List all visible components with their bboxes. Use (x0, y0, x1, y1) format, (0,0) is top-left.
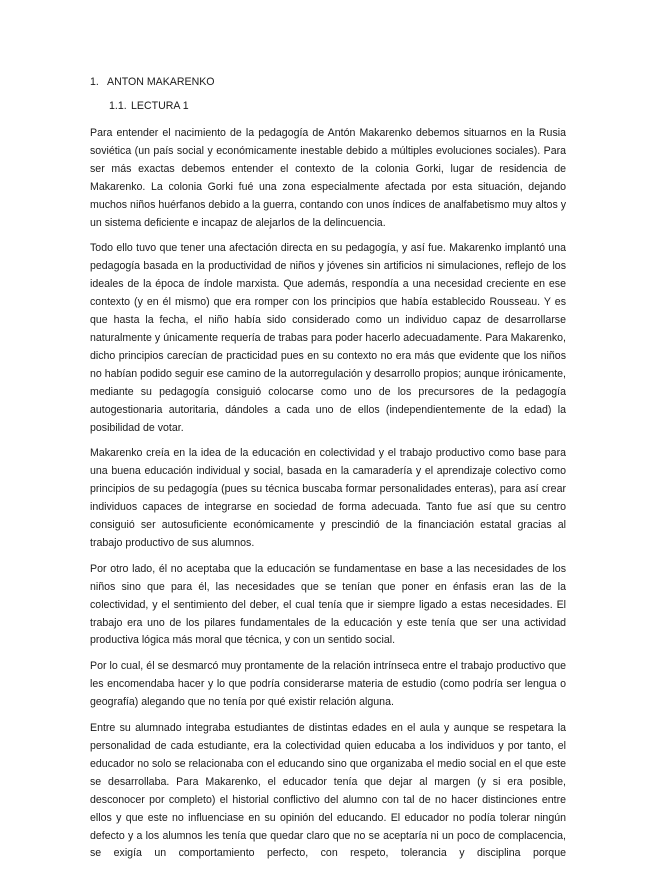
document-body (90, 74, 566, 871)
paragraph: Entre su alumnado integraba estudiantes de distintas edades en el aula y aunque se respetara la personalidad de cada estudiante, era la colectividad quien educaba a los individuos y por tanto, el educador no solo se relacionaba con el educando sino que organizaba el medio social en el que este se desarrollaba. Para Makarenko, el educador tenía que dejar al margen (y si era posible, desconocer por completo) el historial conflictivo del alumno con tal de no hacer distinciones entre ellos y que este no influenciase en su opinión del educando. El educador no podía tolerar ningún defecto y a los alumnos les tenía que quedar claro que no se aceptaría ni un poco de complacencia, se exigía un comportamiento perfecto, con respeto, tolerancia y disciplina porque (90, 722, 566, 860)
subsection-title: LECTURA 1 (131, 100, 189, 112)
paragraph: Makarenko creía en la idea de la educación en colectividad y el trabajo productivo como base para una buena educación individual y social, basada en la camaradería y el aprendizaje colectivo como principios de su pedagogía (pues su técnica buscaba formar personalidades enteras), para así crear individuos capaces de integrarse en sociedad de forma adecuada. Tanto fue así que su centro consiguió ser autosuficiente económicamente y prescindió de la financiación estatal gracias al trabajo productivo de sus alumnos. (90, 447, 566, 549)
subsection-heading (90, 98, 566, 116)
subsection-number: 1.1. (109, 100, 127, 112)
paragraph: Para entender el nacimiento de la pedagogía de Antón Makarenko debemos situarnos en la Rusia soviética (un país social y económicamente inestable debido a múltiples evoluciones sociales). Para ser más exactas debemos entender el contexto de la colonia Gorki, lugar de residencia de Makarenko. La colonia Gorki fué una zona especialmente afectada por esta situación, dejando muchos niños huérfanos debido a la guerra, contando con unos índices de analfabetismo muy altos y un sistema deficiente e incapaz de alejarlos de la delincuencia. (90, 127, 566, 229)
paragraph: Todo ello tuvo que tener una afectación directa en su pedagogía, y así fue. Makarenko implantó una pedagogía basada en la productividad de niños y jóvenes sin artificios ni simulaciones, reflejo de los ideales de la época de índole marxista. Que además, respondía a una necesidad creciente en ese contexto (y en él mismo) que era romper con los principios que había establecido Rousseau. Y es que hasta la fecha, el niño había sido considerado como un individuo capaz de desarrollarse naturalmente y únicamente requería de trabas para poder hacerlo adecuadamente. Para Makarenko, dicho principios carecían de practicidad pues en su contexto no era más que evidente que los niños no habían podido seguir ese camino de la autorregulación y desarrollo propios; aunque irónicamente, mediante su pedagogía consiguió colocarse como uno de los precursores de la pedagogía autogestionaria autoritaria, dándoles a cada uno de ellos (independientemente de la edad) la posibilidad de votar. (90, 242, 566, 434)
paragraph: Por otro lado, él no aceptaba que la educación se fundamentase en base a las necesidades de los niños sino que para él, las necesidades que se tenían que poner en énfasis eran las de la colectividad, y el sentimiento del deber, el cual tenía que ir siempre ligado a estas necesidades. El trabajo era uno de los pilares fundamentales de la educación y este tenía que ser una actividad productiva lógica más moral que técnica, y con un sentido social. (90, 562, 566, 647)
paragraph: Por lo cual, él se desmarcó muy prontamente de la relación intrínseca entre el trabajo productivo que les encomendaba hacer y lo que podría considerarse materia de estudio (como podría ser lengua o geografía) alegando que no tenía por qué existir relación alguna. (90, 660, 566, 709)
section-number: 1. (90, 76, 99, 88)
section-heading (90, 74, 566, 94)
section-title: ANTON MAKARENKO (107, 76, 215, 88)
